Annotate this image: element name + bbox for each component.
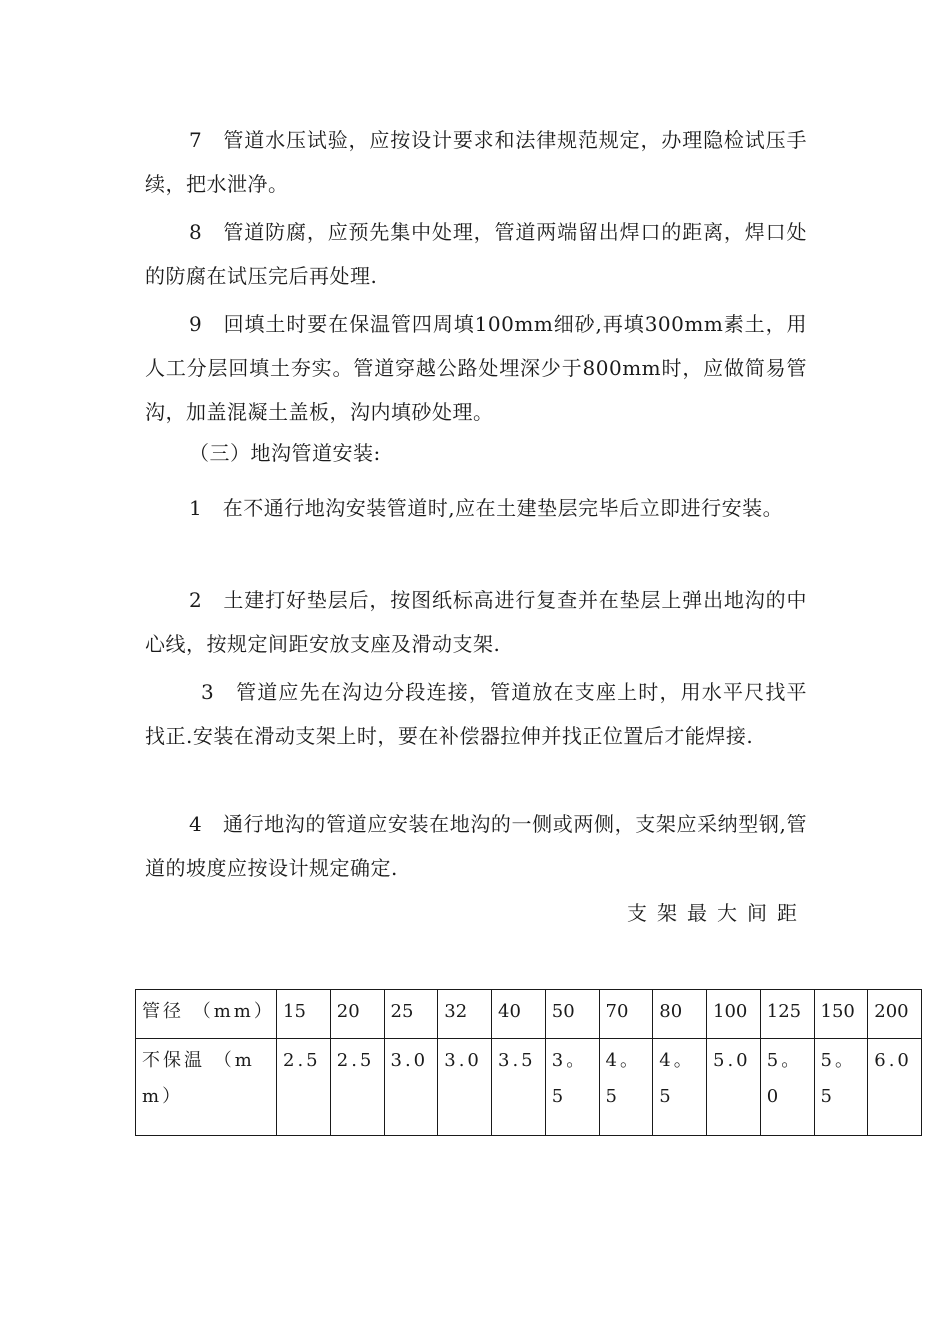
spacing-value-cell: 3.0 [438, 1039, 492, 1136]
spacing-value-cell: 5.0 [707, 1039, 761, 1136]
uninsulated-label-cell: 不保温 （mm） [136, 1039, 277, 1136]
paragraph-9: 9 回填土时要在保温管四周填100mm细砂,再填300mm素土，用人工分层回填土夯实。管道穿越公路处埋深少于800mm时，应做简易管沟，加盖混凝土盖板，沟内填砂处理。 [145, 312, 807, 424]
diameter-cell: 25 [384, 990, 438, 1039]
paragraph-4: 4 通行地沟的管道应安装在地沟的一侧或两侧，支架应采纳型钢,管道的坡度应按设计规定确定. [145, 812, 807, 880]
diameter-cell: 20 [330, 990, 384, 1039]
spacing-value-cell: 5。5 [814, 1039, 868, 1136]
section-heading-3: （三）地沟管道安装: [189, 441, 381, 465]
diameter-cell: 80 [653, 990, 707, 1039]
spacing-value-cell: 3。5 [545, 1039, 599, 1136]
spacing-value-cell: 6.0 [868, 1039, 922, 1136]
diameter-cell: 32 [438, 990, 492, 1039]
diameter-cell: 70 [599, 990, 653, 1039]
spacing-value-cell: 2.5 [277, 1039, 331, 1136]
spacing-value-cell: 4。5 [599, 1039, 653, 1136]
diameter-cell: 125 [760, 990, 814, 1039]
diameter-cell: 100 [707, 990, 761, 1039]
paragraph-3: 3 管道应先在沟边分段连接，管道放在支座上时，用水平尺找平找正.安装在滑动支架上时，要在补偿器拉伸并找正位置后才能焊接. [145, 680, 807, 748]
diameter-cell: 200 [868, 990, 922, 1039]
diameter-cell: 150 [814, 990, 868, 1039]
spacing-value-cell: 2.5 [330, 1039, 384, 1136]
table-row-diameter [136, 990, 922, 1039]
table-row-uninsulated [136, 1039, 922, 1136]
spacing-value-cell: 4。5 [653, 1039, 707, 1136]
spacing-value-cell: 3.0 [384, 1039, 438, 1136]
spacing-value-cell: 5。0 [760, 1039, 814, 1136]
paragraph-8: 8 管道防腐，应预先集中处理，管道两端留出焊口的距离，焊口处的防腐在试压完后再处理. [145, 220, 807, 288]
support-spacing-table [135, 989, 922, 1136]
paragraph-1: 1 在不通行地沟安装管道时,应在土建垫层完毕后立即进行安装。 [189, 496, 784, 520]
diameter-cell: 50 [545, 990, 599, 1039]
paragraph-7: 7 管道水压试验，应按设计要求和法律规范规定，办理隐检试压手续，把水泄净。 [145, 128, 807, 196]
diameter-cell: 40 [492, 990, 546, 1039]
diameter-label-cell: 管径 （mm） [136, 990, 277, 1039]
paragraph-2: 2 土建打好垫层后，按图纸标高进行复查并在垫层上弹出地沟的中心线，按规定间距安放支座及滑动支架. [145, 588, 807, 656]
diameter-cell: 15 [277, 990, 331, 1039]
spacing-value-cell: 3.5 [492, 1039, 546, 1136]
table-caption: 支架最大间距 [627, 901, 807, 925]
